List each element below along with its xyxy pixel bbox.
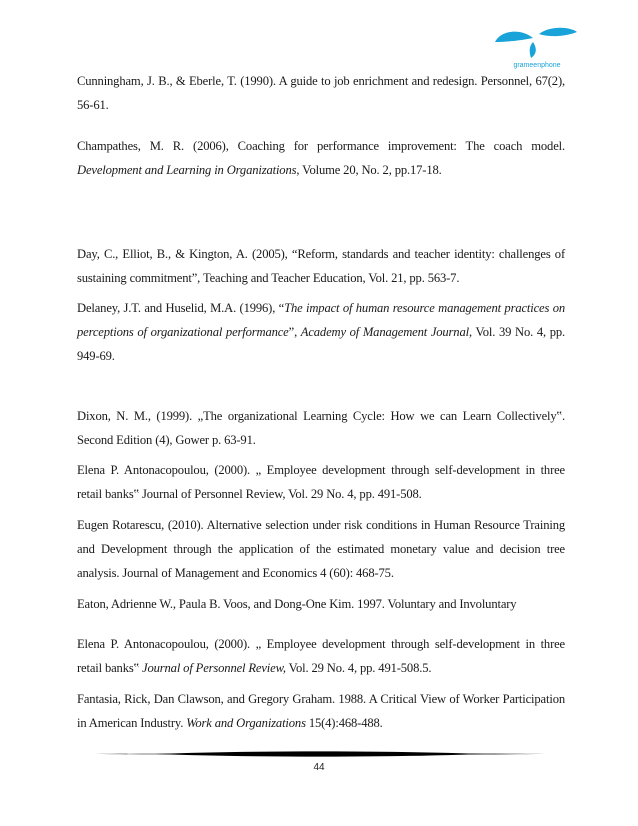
reference-italic-text: The impact of human resource management practices on perceptions of organizational performance xyxy=(77,301,565,339)
footer-divider xyxy=(95,748,545,760)
reference-entry xyxy=(77,592,565,616)
reference-italic-text: Journal of Personnel Review, xyxy=(142,661,286,675)
reference-text: ”, xyxy=(288,325,301,339)
reference-text: Eaton, Adrienne W., Paula B. Voos, and Dong-One Kim. 1997. Voluntary and Involuntary xyxy=(77,597,517,611)
reference-text: Cunningham, J. B., & Eberle, T. (1990). A guide to job enrichment and redesign. Personnel, 67(2), 56-61. xyxy=(77,74,565,112)
reference-text: Champathes, M. R. (2006), Coaching for performance improvement: The coach model. xyxy=(77,139,565,153)
reference-entry xyxy=(77,687,565,735)
reference-text: Delaney, J.T. and Huselid, M.A. (1996), “ xyxy=(77,301,285,315)
reference-text: Fantasia, Rick, Dan Clawson, and Gregory Graham. 1988. A Critical View of Worker Participation in American Industry. xyxy=(77,692,565,730)
reference-text: 15(4):468-488. xyxy=(305,716,383,730)
reference-italic-text: Development and Learning in Organizations xyxy=(77,163,297,177)
reference-italic-text: Work and Organizations xyxy=(186,716,306,730)
reference-text: Elena P. Antonacopoulou, (2000). „ Employee development through self-development in three retail banks‟ xyxy=(77,637,565,675)
reference-text: Eugen Rotarescu, (2010). Alternative selection under risk conditions in Human Resource Training and Development through the application of the estimated monetary value and decision tree analysis. Journal of Management and Economics 4 (60): 468-75. xyxy=(77,518,565,580)
grameenphone-logo xyxy=(487,20,587,70)
reference-text: , Volume 20, No. 2, pp.17-18. xyxy=(296,163,442,177)
telenor-propeller-icon xyxy=(487,20,587,70)
reference-entry xyxy=(77,458,565,506)
reference-entry xyxy=(77,296,565,368)
reference-text: , Vol. 39 No. 4, pp. 949-69. xyxy=(77,325,565,363)
reference-text: Elena P. Antonacopoulou, (2000). „ Employee development through self-development in three retail banks‟ Journal of Personnel Review, Vol. 29 No. 4, pp. 491-508. xyxy=(77,463,565,501)
page-number: 44 xyxy=(313,762,325,773)
reference-entry xyxy=(77,69,565,117)
reference-text: Day, C., Elliot, B., & Kington, A. (2005), “Reform, standards and teacher identity: challenges of sustaining commitment”, Teaching and Teacher Education, Vol. 21, pp. 563-7. xyxy=(77,247,565,285)
logo-wordmark: grameenphone xyxy=(513,62,561,69)
reference-entry xyxy=(77,632,565,680)
reference-entry xyxy=(77,404,565,452)
reference-text: Vol. 29 No. 4, pp. 491-508.5. xyxy=(285,661,432,675)
reference-entry xyxy=(77,513,565,585)
reference-entry xyxy=(77,242,565,290)
reference-italic-text: Academy of Management Journal xyxy=(300,325,469,339)
reference-entry xyxy=(77,134,565,182)
reference-text: Dixon, N. M., (1999). „The organizational Learning Cycle: How we can Learn Collectively‟. Second Edition (4), Gower p. 63-91. xyxy=(77,409,565,447)
